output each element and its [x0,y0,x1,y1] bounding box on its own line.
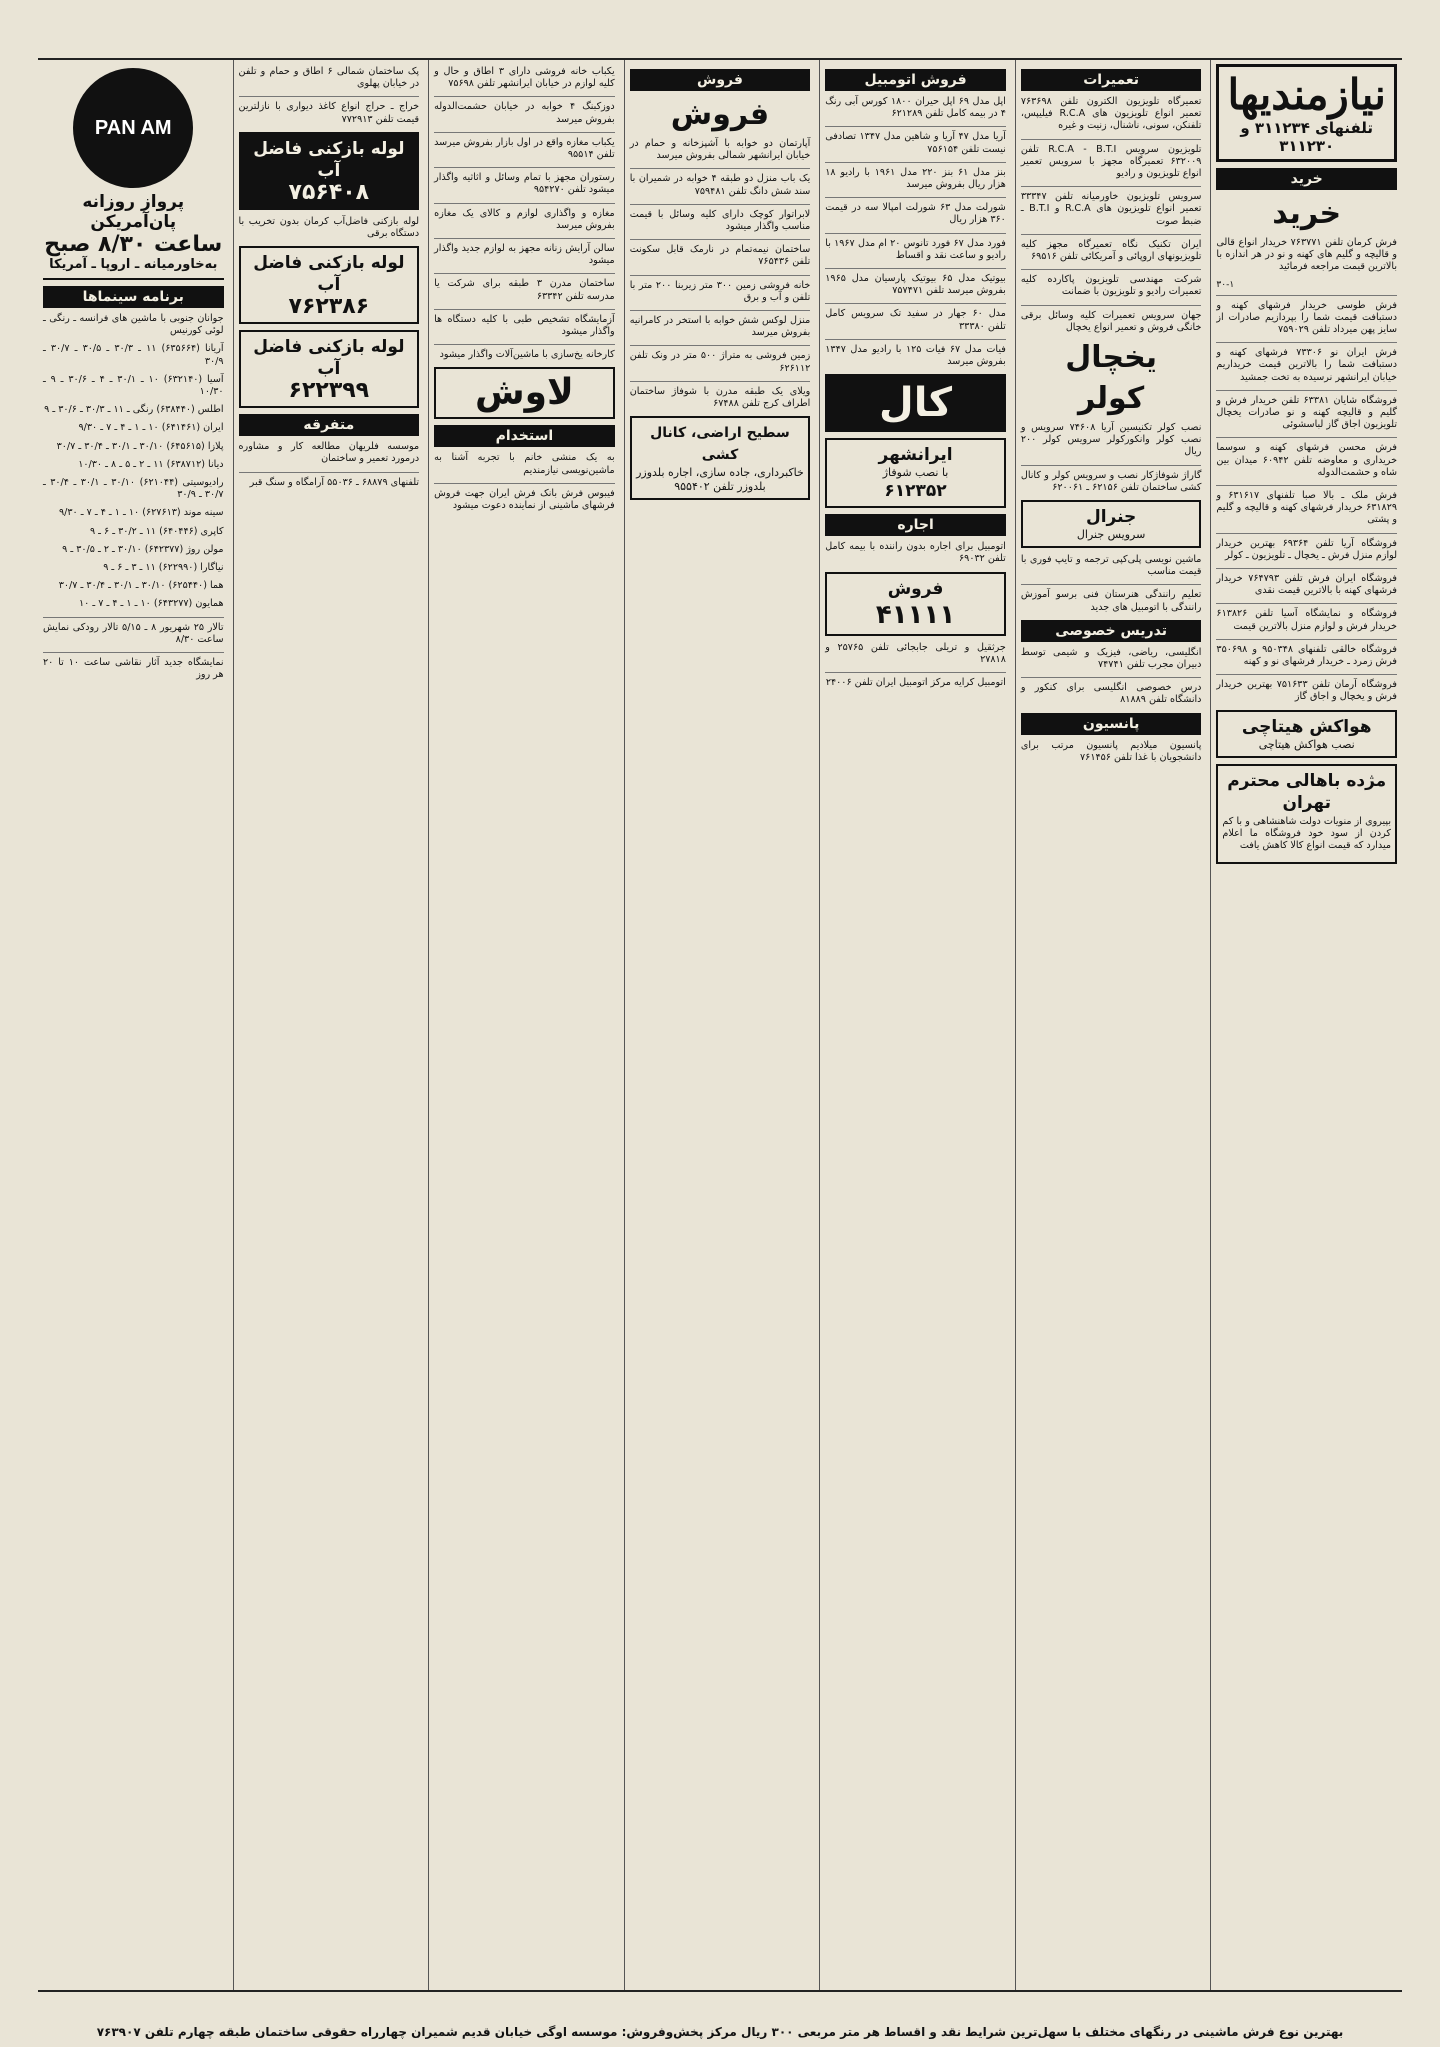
ad-text: انگلیسی، ریاضی، فیزیک و شیمی توسط دبیران مجرب تلفن ۷۴۷۴۱ [1020,646,1202,671]
ad-text: فیبوس فرش بانک فرش ایران جهت فروش فرشهای ماشینی از نماینده دعوت میشود [434,487,615,512]
lobbas-ad [434,367,615,419]
ad-text: خانه فروشی زمین ۳۰۰ متر زیربنا ۲۰۰ متر با تلفن و آب و برق [629,279,811,303]
cinema-listing: همایون (۶۴۳۲۷۷) ۱۰ ـ ۱ ـ ۴ ـ ۷ ـ ۱۰ [79,598,224,610]
ad-text: تلویزیون سرویس R.C.A - B.T.I تلفن ۶۳۲۰۰۹ تعمیرگاه مجهز با سرویس تعمیر انواع تلویزیون و رادیو [1020,143,1202,180]
cinema-listing: اطلس (۶۳۸۴۴۰) رنگی ـ ۱۱ ـ ۳۰/۳ ـ ۳۰/۶ ـ ۹ [44,404,224,416]
ad-text: فیات مدل ۶۷ فیات ۱۲۵ با رادیو مدل ۱۳۴۷ بفروش میرسد [825,343,1006,368]
column-1 [1210,60,1402,1990]
ad-text: گاراژ شوفاژکار نصب و سرویس کولر و کانال کشی ساختمان تلفن ۶۲۱۵۶ ـ ۶۲۰۰۶۱ [1020,469,1202,493]
ad-text: آریا مدل ۴۷ آریا و شاهین مدل ۱۳۴۷ تصادفی نیست تلفن ۷۵۶۱۵۴ [825,131,1006,155]
cinema-listing: کاپری (۶۴۰۴۴۶) ۱۱ ـ ۳۰/۲ ـ ۶ ـ ۹ [89,525,224,537]
general-ad: جنرال سرویس جنرال [1021,500,1202,548]
category-schools: تدریس خصوصی [1021,620,1202,642]
column-5 [428,60,620,1990]
lobbas-title: لاوش [474,372,574,414]
ad-text: فروشگاه خالقی تلفنهای ۹۵۰۳۴۸ و ۳۵۰۶۹۸ فرش زمرد ـ خریدار فرشهای نو و کهنه [1216,643,1398,668]
cinema-heading: برنامه سینماها [43,286,224,308]
ad-text: فروشگاه آریا تلفن ۶۹۳۶۴ بهترین خریدار لوازم منزل فرش ـ یخچال ـ تلویزیون ـ کولر [1216,537,1397,561]
ad-text: فرش ملک ـ بالا صبا تلفنهای ۶۳۱۶۱۷ و ۶۳۱۸۲۹ خریدار فرشهای کهنه و قالیچه و گلیم و پشتی [1216,490,1397,526]
ad-text: فروشگاه و نمایشگاه آسیا تلفن ۶۱۳۸۲۶ خریدار فرش و لوازم منزل بالاترین قیمت [1216,608,1397,632]
cinema-listing: دیانا (۶۳۸۷۱۲) ۱۱ ـ ۲ ـ ۵ ـ ۸ ـ ۱۰/۳۰ [78,458,224,470]
kal-title: کال [879,380,953,427]
ad-text: تعمیرگاه تلویزیون الکترون تلفن ۷۶۳۶۹۸ تعمیر انواع تلویزیون های R.C.A فیلیپس، تلفنکن، سونی، ناشنال، زنیت و غیره [1020,96,1202,132]
cinema-listing: هما (۶۲۵۴۴۰) ۳۰/۱۰ ـ ۳۰/۱ ـ ۳۰/۴ ـ ۳۰/۷ [58,580,224,592]
ad-text: مدل ۶۰ جهار در سفید تک سرویس کامل تلفن ۳۳۳۸۰ [825,308,1006,332]
carpet-phone: ۴۱۱۱۱ [875,599,956,630]
ad-text: شرکت مهندسی تلویزیون پاکارده کلیه تعمیرات رادیو و تلویزیون با ضمانت [1020,274,1202,298]
ad-text: دوزکبنگ ۴ خوابه در خیابان حشمت‌الدوله بفروش میرسد [434,101,615,125]
general-title: جنرال [1085,507,1137,528]
panam-ad [43,68,224,280]
cinema-listing: رادیوسیتی (۶۲۱۰۴۴) ۳۰/۱۰ ـ ۳۰/۱ ـ ۳۰/۴ ـ ۳۰/۷ ـ ۳۰/۹ [42,477,224,501]
ad-text: اپل مدل ۶۹ اپل حیران ۱۸۰۰ کورس آبی رنگ ۴ در بیمه کامل تلفن ۶۲۱۲۸۹ [825,96,1006,120]
ad-text: تعلیم رانندگی هنرستان فنی برسو آموزش رانندگی با اتومبیل های جدید [1020,589,1202,613]
tehran-title: مژده باهالی محترم تهران [1227,770,1387,813]
ad-text: فروشگاه شایان ۶۳۳۸۱ تلفن خریدار فرش و گلیم و قالیچه کهنه و نو صادرات یخچال تلویزیون اجاق گاز لباسشوئی [1216,394,1397,431]
category-rent: اجاره [825,514,1006,536]
ad-text: فرش طوسی خریدار فرشهای کهنه و دستبافت قیمت شما را بپردازیم صادرات از سایز پهن میرداد تلفن ۷۵۹۰۲۹ [1216,299,1397,336]
ad-text: اتومبیل برای اجاره بدون راننده با بیمه کامل تلفن ۶۹۰۳۲ [825,541,1006,565]
ad-text: شورلت مدل ۶۳ شورلت امپالا سه در قیمت ۳۶۰ هزار ریال [825,202,1006,226]
column-2 [1015,60,1207,1990]
ad-text: موسسه فلریهان مطالعه کار و مشاوره درمورد تعمیر و ساختمان [238,441,420,465]
ad-text: ماشین نویسی پلی‌کپی ترجمه و تایپ فوری با قیمت مناسب [1020,554,1202,578]
column-4 [624,60,816,1990]
hitachi-title: هواکش هیتاچی [1241,716,1372,737]
ad-text: نمایشگاه جدید آثار نقاشی ساعت ۱۰ تا ۲۰ هر روز [42,657,224,681]
ad-text: رستوران مجهز با تمام وسائل و اثاثیه واگذار میشود تلفن ۹۵۴۲۷۰ [434,172,615,196]
asphalt-ad: سطیح اراضی، کانال کشی خاکبرداری، جاده سازی، اجاره بلدوزر بلدوزر تلفن ۹۵۵۴۰۲ [630,416,811,500]
cinema-listing: آریانا (۶۳۵۶۶۴) ۱۱ ـ ۳۰/۳ ـ ۳۰/۵ ـ ۳۰/۷ ـ ۳۰/۹ [42,343,224,367]
hitachi-ad: هواکش هیتاچی نصب هواکش هیتاچی [1216,710,1397,758]
pipe-ad-3: لوله بازکنی فاضل آب ۶۲۲۳۹۹ [239,330,420,408]
cinema-listing: مولن روژ (۶۴۲۳۷۷) ۳۰/۱۰ ـ ۲ ـ ۳۰/۵ ـ ۹ [62,543,224,555]
ad-text: به یک منشی خانم با تجربه آشنا به ماشین‌نویسی نیازمندیم [434,452,615,476]
ad-text: جهان سرویس تعمیرات کلیه وسائل برقی خانگی فروش و تعمیر انواع یخچال [1020,309,1202,333]
ad-code: ۳۰-۱ [1216,279,1235,290]
pipe-ad-2: لوله بازکنی فاضل آب ۷۶۲۳۸۶ [239,246,420,324]
tehran-notice: مژده باهالی محترم تهران بپیروی از منویات دولت شاهنشاهی و با کم کردن از سود خود فروشگاه ما اعلام میدارد که قیمت انواع کالا کاهش یافت [1216,764,1397,865]
ad-text: یک باب منزل دو طبقه ۴ خوابه در شمیران با سند شش دانگ تلفن ۷۵۹۴۸۱ [629,173,811,197]
ad-text: فرش کرمان تلفن ۷۶۳۷۷۱ خریدار انواع قالی و قالیچه و گلیم های کهنه و نو در هر اندازه با بالاترین قیمت مراجعه فرمائید [1216,237,1397,273]
ad-text: خراج ـ حراج انواع کاغذ دیواری با نازلترین قیمت تلفن ۷۷۲۹۱۳ [238,101,420,125]
carpet-word: فروش [887,578,944,599]
pipe-ad-1: لوله بازکنی فاضل آب ۷۵۶۴۰۸ [239,132,420,210]
ad-text: آزمایشگاه تشخیص طبی با کلیه دستگاه ها واگذار میشود [434,313,615,338]
column-6 [233,60,425,1990]
pipe-phone-2: ۷۶۲۳۸۶ [288,294,370,320]
ad-text: کارخانه یخ‌سازی با ماشین‌آلات واگذار میشود [439,349,615,361]
ad-text: ویلای یک طبقه مدرن با شوفاژ ساختمان اطراف کرج تلفن ۶۷۴۸۸ [629,385,811,410]
ad-text: پانسیون میلادیم پانسیون مرتب برای دانشجویان با غذا تلفن ۷۶۱۴۵۶ [1020,739,1202,763]
ad-text: سرویس تلویزیون خاورمیانه تلفن ۳۳۳۴۷ تعمیر انواع تلویزیون های R.C.A و B.T.I ـ ضبط صوت [1020,191,1202,227]
ad-text: بیوتیک مدل ۶۵ بیوتیک پارسیان مدل ۱۹۶۵ بفروش میرسد تلفن ۷۵۷۴۷۱ [825,273,1006,297]
ad-text: آپارتمان دو خوابه با آشپزخانه و حمام در خیابان ایرانشهر شمالی بفروش میرسد [629,138,811,162]
category-pansion: پانسیون [1021,713,1202,735]
footer-banner: بهترین نوع فرش ماشینی در رنگهای مختلف با سهل‌ترین شرایط نقد و اقساط هر متر مربعی ۳۰۰ ریال مرکز پخش‌وفروش: موسسه اوگی خیابان قدیم شمیران چهارراه حقوقی ساختمان طبقه چهارم تلفن ۷۶۳۹۰۷ [96,2025,1344,2039]
ad-text: پک ساختمان شمالی ۶ اطاق و حمام و تلفن در خیابان پهلوی [238,66,420,90]
category-misc: متفرقه [239,414,420,436]
masthead-title: نیازمندیها [1227,70,1386,119]
ad-text: ساختمان نیمه‌تمام در نارمک قابل سکونت تلفن ۷۶۵۴۳۶ [629,244,811,268]
ad-text: تالار ۲۵ شهریور ۸ ـ ۵/۱۵ تالار رودکی نمایش ساعت ۸/۳۰ [42,621,224,645]
ad-text: اتومبیل کرایه مرکز اتومبیل ایران تلفن ۲۴۰۰۶ [825,677,1006,689]
column-3 [819,60,1011,1990]
classified-columns [38,58,1402,1992]
cinema-listing: نیاگارا (۶۲۲۹۹۰) ۱۱ ـ ۳ ـ ۶ ـ ۹ [103,562,224,574]
masthead [1216,64,1397,162]
ad-text: لوله بازکنی فاضل‌آب کرمان بدون تخریب با دستگاه برقی [238,215,420,240]
panam-title: پرواز روزانه پان‌آمریکن [82,192,185,232]
category-sale: فروش [630,69,811,91]
panam-time: ساعت ۸/۳۰ صبح [44,232,223,257]
category-cars: فروش اتومبیل [825,69,1006,91]
fridge-ad: یخچال [1065,340,1158,376]
ad-text: لابراتوار کوچک دارای کلیه وسائل با قیمت مناسب واگذار میشود [629,208,811,233]
cinema-listing: جوانان جنوبی با ماشین های فرانسه ـ رنگی ـ لوئی کورنیس [42,313,224,337]
ad-text: مغازه و واگذاری لوازم و کالای یک مغازه بفروش میرسد [434,207,615,231]
ad-text: جرثقیل و تریلی جابجائی تلفن ۲۵۷۶۵ و ۲۷۸۱۸ [825,641,1006,665]
ad-text: فروشگاه ایران فرش تلفن ۷۶۴۷۹۳ خریدار فرشهای کهنه با بالاترین قیمت نقدی [1216,573,1397,597]
panam-route: به‌خاورمیانه ـ اروپا ـ آمریکا [49,257,218,272]
pipe-phone-1: ۷۵۶۴۰۸ [288,179,370,205]
category-employment: استخدام [434,425,615,447]
buy-heading: خرید [1272,196,1342,231]
ad-text: یکباب مغازه واقع در اول بازار بفروش میرسد تلفن ۹۵۵۱۴ [434,136,615,161]
ad-text: سالن آرایش زنانه مجهز به لوازم جدید واگذار میشود [434,243,615,267]
ad-text: بنز مدل ۶۱ بنز ۲۲۰ مدل ۱۹۶۱ با رادیو ۱۸ هزار ریال بفروش میرسد [825,166,1006,191]
category-buy: خرید [1216,168,1397,190]
masthead-phone: تلفنهای ۳۱۱۲۳۴ و ۳۱۱۲۳۰ [1240,119,1374,155]
cinema-listing: پلازا (۶۴۵۶۱۵) ۳۰/۱۰ ـ ۳۰/۱ ـ ۳۰/۴ ـ ۳۰/۷ [56,440,224,452]
ad-text: ساختمان مدرن ۳ طبقه برای شرکت یا مدرسه تلفن ۶۳۳۴۲ [434,278,615,302]
ad-text: یکباب خانه فروشی دارای ۳ اطاق و حال و کلیه لوازم در خیابان ایرانشهر تلفن ۷۵۶۹۸ [434,66,615,90]
iranshahr-title: ایرانشهر [878,445,953,466]
ad-text: ایران تکنیک نگاه تعمیرگاه مجهز کلیه تلویزیونهای اروپائی و آمریکائی تلفن ۶۹۵۱۶ [1020,238,1202,263]
ad-text: فروشگاه آرمان تلفن ۷۵۱۶۳۳ بهترین خریدار فرش و یخچال و اجاق گاز [1216,679,1397,703]
ad-text: منزل لوکس شش خوابه با استخر در کامرانیه بفروش میرسد [629,315,811,339]
cinema-listing: آسیا (۶۳۲۱۴۰) ۱۰ ـ ۳۰/۱ ـ ۴ ـ ۳۰/۶ ـ ۹ ـ ۱۰/۳۰ [42,373,224,398]
iranshahr-ad: ایرانشهر با نصب شوفاژ ۶۱۲۳۵۲ [825,438,1006,508]
carpet-phone-ad [825,572,1006,636]
cinema-listing: سینه موند (۶۲۷۶۱۳) ۱۰ ـ ۱ ـ ۴ ـ ۷ ـ ۹/۳۰ [59,507,224,519]
kal-ad [825,374,1006,432]
ad-text: فورد مدل ۶۷ فورد تانوس ۲۰ ام مدل ۱۹۶۷ با رادیو و ساعت نقد و اقساط [825,237,1006,261]
ad-text: فرش محسن فرشهای کهنه و سوسما خریداری و معاوضه تلفن ۶۰۹۴۲ میدان بین شاه و حشمت‌الدوله [1216,442,1397,478]
ad-text: نصب کولر تکنیسین آریا ۷۴۶۰۸ سرویس و نصب کولر وانکورکولر سرویس کولر ۲۰۰ ریال [1020,422,1202,458]
sale-heading: فروش [670,97,770,132]
column-7 [38,60,229,1990]
ad-text: درس خصوصی انگلیسی برای کنکور و دانشگاه تلفن ۸۱۸۸۹ [1020,682,1202,706]
ad-text: فرش ایران نو ۷۳۳۰۶ فرشهای کهنه و دستبافت شما را بالاترین قیمت خریداریم خیابان ایرانشهر نرسیده به تخت جمشید [1216,347,1397,383]
ad-text: زمین فروشی به متراژ ۵۰۰ متر در ونک تلفن ۶۲۶۱۱۲ [629,350,811,374]
panam-logo: PAN AM [73,68,193,188]
pipe-phone-3: ۶۲۲۳۹۹ [288,378,370,404]
cinema-listing: ایران (۶۴۱۴۶۱) ۱۰ ـ ۱ ـ ۴ ـ ۷ ـ ۹/۳۰ [78,422,224,434]
category-services: تعمیرات [1021,69,1202,91]
ad-text: تلفنهای ۶۸۸۷۹ ـ ۵۵۰۳۶ آرامگاه و سنگ قبر [249,476,420,488]
cooler-ad: کولر [1078,381,1145,417]
